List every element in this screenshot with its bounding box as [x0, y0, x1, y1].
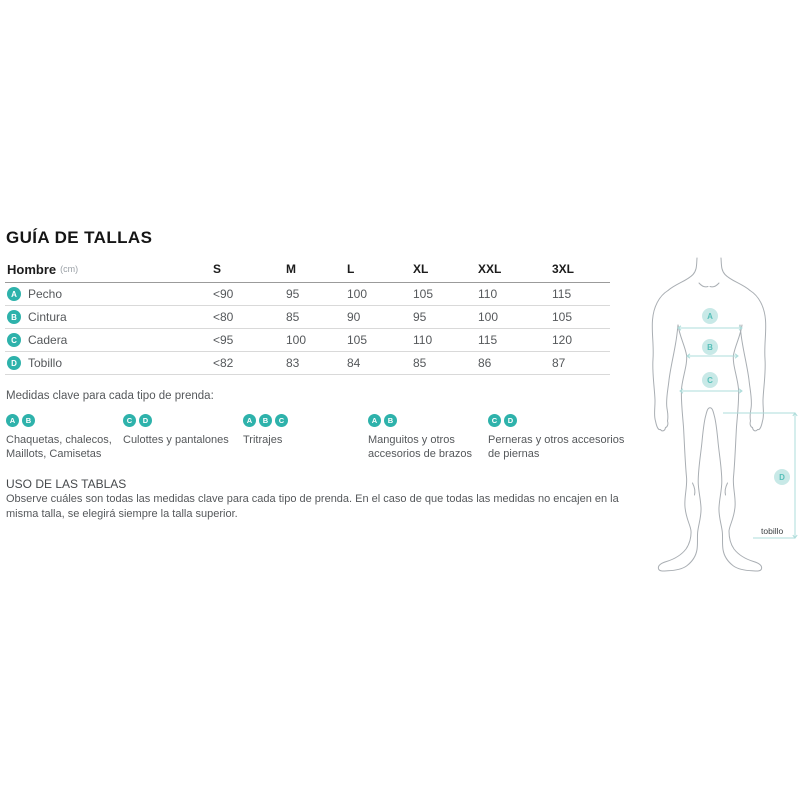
letter-c-badge: C [275, 414, 288, 427]
value-cell: 95 [413, 306, 478, 329]
group-label: Culottes y pantalones [123, 434, 229, 446]
letter-a-badge: A [7, 287, 21, 301]
letter-d-badge: D [139, 414, 152, 427]
usage-text: Observe cuáles son todas las medidas clave para cada tipo de prenda. En el caso de que todas las medidas no encajen en la misma talla, se elegirá siempre la talla superior. [6, 493, 619, 520]
value-cell: 105 [347, 329, 413, 352]
row-label-cell [5, 283, 213, 306]
value-cell: <82 [213, 352, 286, 375]
letter-b-badge: B [259, 414, 272, 427]
size-col-header: L [347, 256, 413, 283]
value-cell: 87 [552, 352, 610, 375]
page-title: GUÍA DE TALLAS [6, 228, 153, 247]
group-label: Manguitos y otros accesorios de brazos [368, 434, 472, 460]
value-cell: 84 [347, 352, 413, 375]
marker-c-letter: C [707, 376, 713, 385]
measure-group-culottes [123, 414, 243, 447]
right-arm-outline [740, 291, 766, 431]
measure-group-chaquetas [6, 414, 118, 461]
male-body-diagram [640, 240, 800, 585]
group-label: Perneras y otros accesorios de piernas [488, 434, 625, 460]
letter-a-badge: A [368, 414, 381, 427]
knee-mark [693, 483, 695, 495]
clavicle-mark [699, 283, 708, 287]
measure-group-perneras [488, 414, 630, 461]
group-badges [6, 414, 118, 427]
group-label: Chaquetas, chalecos, Maillots, Camisetas [6, 434, 112, 460]
value-cell: 105 [552, 306, 610, 329]
body-outline [721, 258, 750, 291]
letter-a-badge: A [6, 414, 19, 427]
measure-group-manguitos [368, 414, 476, 461]
value-cell: <80 [213, 306, 286, 329]
measure-label: Cadera [28, 333, 68, 347]
table-row-cadera [5, 329, 610, 352]
letter-b-badge: B [384, 414, 397, 427]
row-label-cell [5, 329, 213, 352]
marker-b-letter: B [707, 343, 713, 352]
letter-d-badge: D [7, 356, 21, 370]
value-cell: <90 [213, 283, 286, 306]
table-header-row [5, 256, 610, 283]
letter-b-badge: B [22, 414, 35, 427]
key-measures-title: Medidas clave para cada tipo de prenda: [6, 390, 214, 402]
ankle-label: tobillo [761, 526, 784, 536]
value-cell: 85 [413, 352, 478, 375]
marker-d-letter: D [779, 473, 785, 482]
size-col-header: S [213, 256, 286, 283]
value-cell: 85 [286, 306, 347, 329]
value-cell: 110 [478, 283, 552, 306]
table-header-cell [5, 256, 213, 283]
gender-label: Hombre [7, 261, 57, 277]
size-table [5, 256, 610, 375]
value-cell: 83 [286, 352, 347, 375]
group-badges [368, 414, 476, 427]
table-row-cintura [5, 306, 610, 329]
value-cell: 100 [286, 329, 347, 352]
value-cell: 110 [413, 329, 478, 352]
table-row-tobillo [5, 352, 610, 375]
value-cell: 120 [552, 329, 610, 352]
usage-title: USO DE LAS TABLAS [6, 477, 127, 491]
left-arm-outline [652, 291, 678, 431]
letter-d-badge: D [504, 414, 517, 427]
letter-a-badge: A [243, 414, 256, 427]
group-badges [243, 414, 333, 427]
value-cell: 90 [347, 306, 413, 329]
group-label: Tritrajes [243, 434, 283, 446]
value-cell: <95 [213, 329, 286, 352]
measure-label: Pecho [28, 287, 63, 301]
size-col-header: XL [413, 256, 478, 283]
value-cell: 100 [347, 283, 413, 306]
value-cell: 86 [478, 352, 552, 375]
measure-label: Cintura [28, 310, 67, 324]
value-cell: 115 [552, 283, 610, 306]
size-col-header: M [286, 256, 347, 283]
value-cell: 105 [413, 283, 478, 306]
letter-c-badge: C [488, 414, 501, 427]
group-badges [123, 414, 243, 427]
value-cell: 115 [478, 329, 552, 352]
body-outline [668, 258, 697, 291]
row-label-cell [5, 306, 213, 329]
letter-c-badge: C [7, 333, 21, 347]
letter-c-badge: C [123, 414, 136, 427]
measure-group-tritrajes [243, 414, 333, 447]
row-label-cell [5, 352, 213, 375]
clavicle-mark [710, 283, 719, 287]
letter-b-badge: B [7, 310, 21, 324]
knee-mark [725, 483, 727, 495]
group-badges [488, 414, 630, 427]
size-col-header: XXL [478, 256, 552, 283]
size-col-header: 3XL [552, 256, 610, 283]
unit-label: (cm) [60, 264, 79, 274]
value-cell: 95 [286, 283, 347, 306]
value-cell: 100 [478, 306, 552, 329]
body-measurement-figure [640, 240, 800, 585]
measure-label: Tobillo [28, 356, 63, 370]
marker-a-letter: A [707, 312, 713, 321]
table-row-pecho [5, 283, 610, 306]
